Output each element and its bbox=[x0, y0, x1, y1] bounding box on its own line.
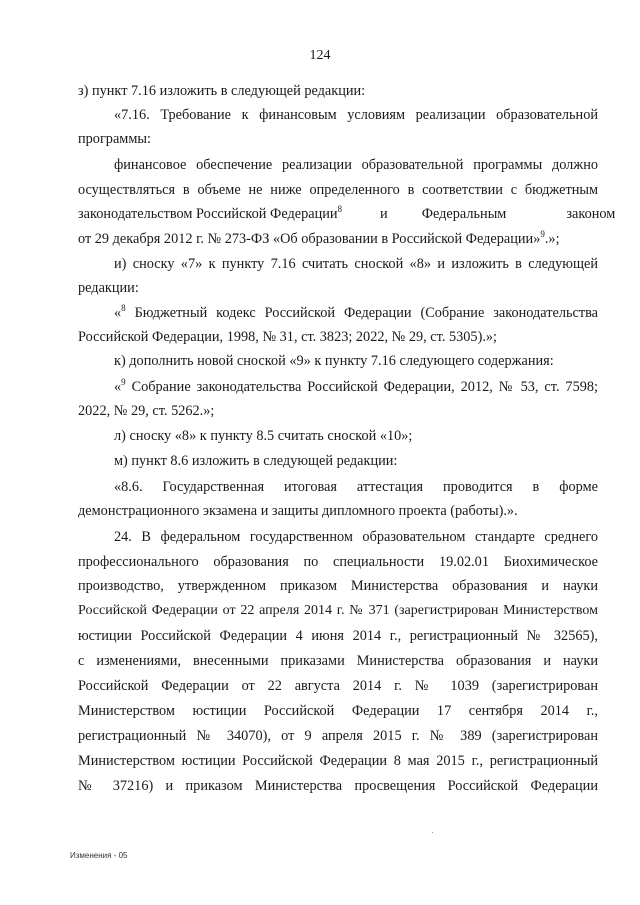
text-line: юстиции Российской Федерации 4 июня 2014 г., регистрационный № 32565), bbox=[78, 628, 598, 644]
text-line: демонстрационного экзамена и защиты дипломного проекта (работы).». bbox=[78, 503, 518, 519]
text-line: регистрационный № 34070), от 9 апреля 2015 г. № 389 (зарегистрирован bbox=[78, 728, 598, 744]
text-line: Российской Федерации, 1998, № 31, ст. 3823; 2022, № 29, ст. 5305).»; bbox=[78, 329, 498, 345]
text-line: программы: bbox=[78, 131, 151, 147]
text-line: 24. В федеральном государственном образовательном стандарте среднего bbox=[114, 529, 598, 545]
text-line: Министерством юстиции Российской Федерации 17 сентября 2014 г., bbox=[78, 703, 598, 719]
text-line: редакции: bbox=[78, 280, 139, 296]
text-line: Министерством юстиции Российской Федерации 8 мая 2015 г., регистрационный bbox=[78, 753, 598, 769]
text-line: производство, утвержденном приказом Министерства образования и науки bbox=[78, 578, 598, 594]
text-line: Российской Федерации от 22 апреля 2014 г. № 371 (зарегистрирован Министерством bbox=[78, 603, 598, 618]
text-line: л) сноску «8» к пункту 8.5 считать сноской «10»; bbox=[114, 428, 413, 444]
text-line: «$^9$ Собрание законодательства Российской Федерации, 2012, № 53, ст. 7598; bbox=[114, 377, 598, 395]
text-line: м) пункт 8.6 изложить в следующей редакции: bbox=[114, 453, 398, 469]
text-line: от 29 декабря 2012 г. № 273-ФЗ «Об образовании в Российской Федерации»$^9$.»; bbox=[78, 229, 560, 247]
text-line: профессионального образования по специальности 19.02.01 Биохимическое bbox=[78, 554, 598, 570]
text-line: с изменениями, внесенными приказами Министерства образования и науки bbox=[78, 653, 598, 669]
text-line: законодательством Российской Федерации$^8$ и Федеральным законом bbox=[78, 204, 616, 222]
text-line: финансовое обеспечение реализации образовательной программы должно bbox=[114, 157, 598, 173]
text-line: и) сноску «7» к пункту 7.16 считать сноской «8» и изложить в следующей bbox=[114, 256, 598, 272]
scan-speck bbox=[432, 832, 433, 833]
footer-revision-label: Изменения - 05 bbox=[70, 851, 128, 860]
text-line: Российской Федерации от 22 августа 2014 г. № 1039 (зарегистрирован bbox=[78, 678, 598, 694]
text-line: «$^8$ Бюджетный кодекс Российской Федерации (Собрание законодательства bbox=[114, 303, 598, 321]
page-number: 124 bbox=[309, 48, 331, 63]
text-line: № 37216) и приказом Министерства просвещения Российской Федерации bbox=[78, 778, 598, 794]
text-line: к) дополнить новой сноской «9» к пункту 7.16 следующего содержания: bbox=[114, 353, 554, 369]
text-line: з) пункт 7.16 изложить в следующей редакции: bbox=[78, 83, 366, 99]
text-line: «8.6. Государственная итоговая аттестация проводится в форме bbox=[114, 479, 598, 495]
text-line: осуществляться в объеме не ниже определенного в соответствии с бюджетным bbox=[78, 182, 598, 198]
text-line: «7.16. Требование к финансовым условиям реализации образовательной bbox=[114, 107, 598, 123]
text-line: 2022, № 29, ст. 5262.»; bbox=[78, 403, 215, 419]
